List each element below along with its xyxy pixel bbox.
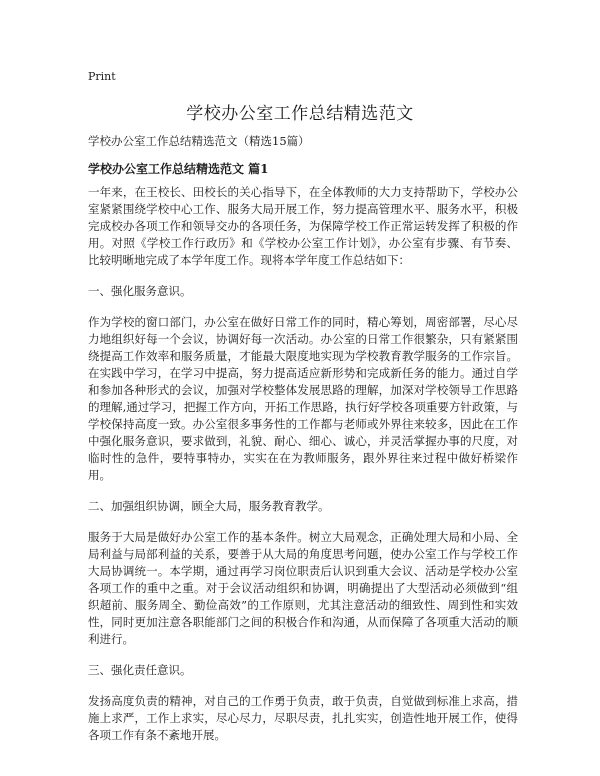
section-title: 学校办公室工作总结精选范文 篇1 [88, 162, 269, 176]
document-body [88, 184, 518, 758]
intro-paragraph: 一年来，在王校长、田校长的关心指导下，在全体教师的大力支持帮助下，学校办公室紧紧围绕学校中心工作、服务大局开展工作，努力提高管理水平、服务水平，积极完成校办各项工作和领导交办的各项任务，为保障学校工作正常运转发挥了积极的作用。对照《学校工作行政历》和《学校办公室工作计划》，办公室有步骤、有节奏、比较明晰地完成了本学年度工作。现将本学年度工作总结如下： [88, 185, 518, 267]
heading-responsibility: 三、强化责任意识。 [88, 663, 192, 677]
heading-service-awareness: 一、强化服务意识。 [88, 284, 192, 298]
paragraph-coordination: 服务于大局是做好办公室工作的基本条件。树立大局观念，正确处理大局和小局、全局利益与局部利益的关系，要善于从大局的角度思考问题，使办公室工作与学校工作大局协调统一。本学期，通过再学习岗位职责后认识到重大会议、活动是学校办公室各项工作的重中之重。对于会议活动组织和协调，明确提出了大型活动必须做到“组织超前、服务周全、勤俭高效”的工作原则，尤其注意活动的细致性、周到性和实效性，同时更加注意各职能部门之间的积极合作和沟通，从而保障了各项重大活动的顺利进行。 [88, 530, 518, 646]
document-subtitle: 学校办公室工作总结精选范文（精选15篇） [88, 134, 310, 148]
paragraph-responsibility: 发扬高度负责的精神，对自己的工作勇于负责，敢于负责，自觉做到标准上求高，措施上求严，工作上求实，尽心尽力，尽职尽责，扎扎实实，创造性地开展工作，使得各项工作有条不紊地开展。 [88, 694, 518, 742]
paragraph-service-awareness: 作为学校的窗口部门，办公室在做好日常工作的同时，精心筹划，周密部署，尽心尽力地组织好每一个会议，协调好每一次活动。办公室的日常工作很繁杂，只有紧紧围绕提高工作效率和服务质量，才能最大限度地实现为学校教育教学服务的工作宗旨。在实践中学习，在学习中提高，努力提高适应新形势和完成新任务的能力。通过自学和参加各种形式的会议，加强对学校整体发展思路的理解，加深对学校领导工作思路的理解,通过学习，把握工作方向，开拓工作思路，执行好学校各项重要方针政策，与学校保持高度一致。办公室很多事务性的工作都与老师或外界往来较多，因此在工作中强化服务意识，要求做到，礼貌、耐心、细心、诚心，并灵活掌握办事的尺度，对临时性的急件，要特事特办，实实在在为教师服务，跟外界往来过程中做好桥梁作用。 [88, 315, 518, 482]
page-title: 学校办公室工作总结精选范文 [186, 104, 414, 124]
heading-coordination: 二、加强组织协调，顾全大局，服务教育教学。 [88, 499, 330, 513]
print-link[interactable]: Print [88, 70, 116, 83]
